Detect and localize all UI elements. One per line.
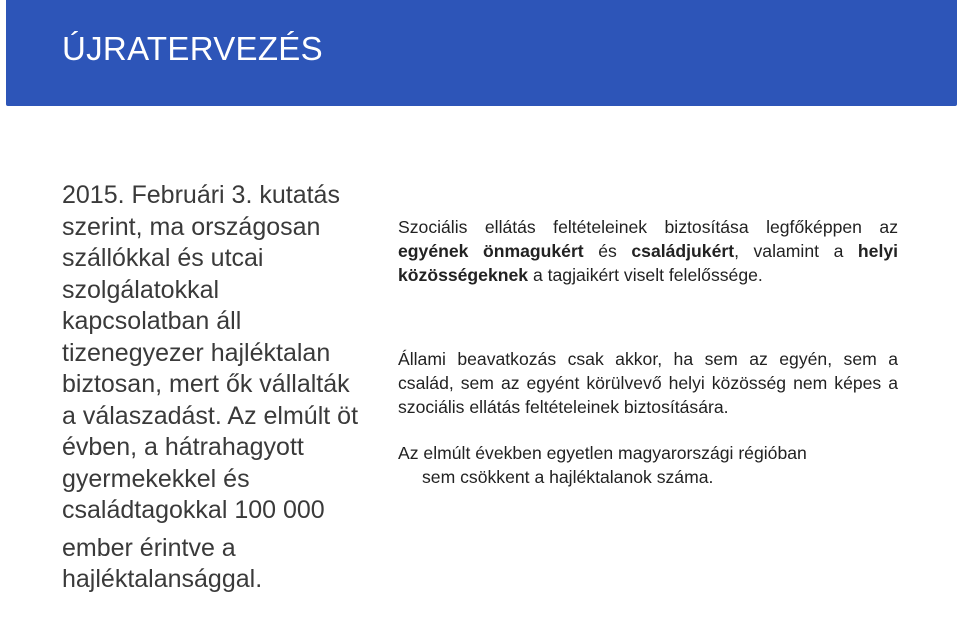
p1-text-2: és <box>583 241 632 261</box>
paragraph-state-intervention: Állami beavatkozás csak akkor, ha sem az egyén, sem a család, sem az egyént körülvevő helyi közösség nem képes a szociális ellátás feltételeinek biztosítására. <box>398 349 898 417</box>
p1-bold-communities: helyi közösségeknek <box>398 241 899 285</box>
p3-line2: sem csökkent a hajléktalanok száma. <box>422 467 714 487</box>
left-paragraph-end <box>62 533 367 596</box>
left-paragraph <box>62 180 367 527</box>
paragraph-regions <box>398 441 898 489</box>
slide-title: ÚJRATERVEZÉS <box>62 30 323 67</box>
left-text-column <box>62 180 367 596</box>
p1-text-1: Szociális ellátás feltételeinek biztosítása legfőképpen az <box>398 217 898 237</box>
p1-bold-individuals: egyének önmagukért <box>398 241 584 261</box>
p1-bold-families: családjukért <box>631 241 735 261</box>
title-banner <box>6 0 957 106</box>
paragraph-responsibility <box>398 215 898 287</box>
p3-line1: Az elmúlt években egyetlen magyarországi régióban <box>398 443 807 463</box>
left-text-part3: ember érintve a hajléktalansággal. <box>62 533 263 593</box>
left-text-part1: 2015. Februári 3. kutatás szerint, ma országosan szállókkal és utcai szolgálatokkal kapcsolatban áll tizenegyezer hajléktalan biztosan, mert ők vállalták a válaszadást. <box>62 181 350 430</box>
right-text-column <box>398 215 898 489</box>
left-text-part2: Az elmúlt öt évben, a hátrahagyott gyermekekkel és családtagokkal 100 000 <box>62 401 359 524</box>
p1-text-3: , valamint a <box>734 241 858 261</box>
p1-text-4: a tagjaikért viselt felelőssége. <box>528 265 763 285</box>
